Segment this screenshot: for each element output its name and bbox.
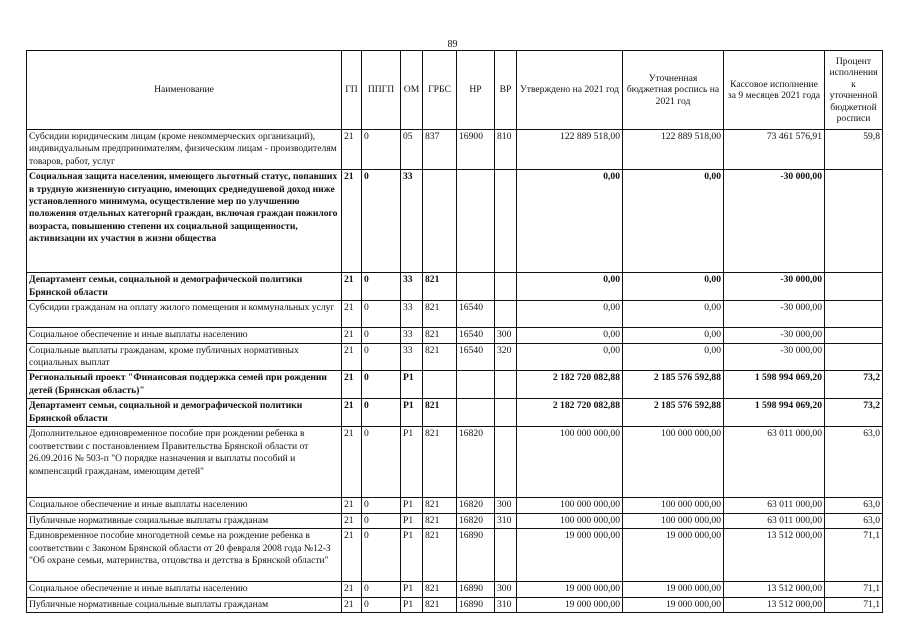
cell-cash: -30 000,00 bbox=[724, 170, 825, 273]
cell-refined: 19 000 000,00 bbox=[623, 597, 724, 612]
cell-om: Р1 bbox=[401, 582, 423, 597]
cell-cash: 13 512 000,00 bbox=[724, 582, 825, 597]
header-refined: Уточненная бюджетная роспись на 2021 год bbox=[623, 51, 724, 130]
cell-om: 33 bbox=[401, 343, 423, 371]
cell-vr: 300 bbox=[495, 582, 517, 597]
cell-vr bbox=[495, 301, 517, 328]
cell-cash: 1 598 994 069,20 bbox=[724, 399, 825, 427]
cell-ppgp: 0 bbox=[362, 399, 401, 427]
cell-gp: 21 bbox=[342, 371, 362, 399]
cell-name: Департамент семьи, социальной и демографической политики Брянской области bbox=[27, 273, 342, 301]
table-row bbox=[27, 343, 883, 371]
header-cash: Кассовое исполнение за 9 месяцев 2021 года bbox=[724, 51, 825, 130]
cell-approved: 19 000 000,00 bbox=[517, 529, 623, 582]
cell-cash: -30 000,00 bbox=[724, 328, 825, 343]
cell-name: Публичные нормативные социальные выплаты гражданам bbox=[27, 513, 342, 528]
cell-om: 33 bbox=[401, 301, 423, 328]
cell-grbs: 821 bbox=[423, 529, 457, 582]
table-row bbox=[27, 328, 883, 343]
cell-name: Социальное обеспечение и иные выплаты населению bbox=[27, 328, 342, 343]
cell-percent: 73,2 bbox=[825, 399, 883, 427]
cell-np: 16540 bbox=[457, 343, 495, 371]
cell-approved: 0,00 bbox=[517, 170, 623, 273]
table-row bbox=[27, 597, 883, 612]
cell-percent: 71,1 bbox=[825, 582, 883, 597]
cell-ppgp: 0 bbox=[362, 301, 401, 328]
cell-np bbox=[457, 371, 495, 399]
cell-np: 16890 bbox=[457, 529, 495, 582]
cell-grbs: 821 bbox=[423, 273, 457, 301]
cell-name: Субсидии юридическим лицам (кроме некоммерческих организаций), индивидуальным предпринимателям, физическим лицам - производителям товаров, работ, услуг bbox=[27, 130, 342, 170]
cell-om: Р1 bbox=[401, 399, 423, 427]
cell-name: Социальная защита населения, имеющего льготный статус, попавших в трудную жизненную ситуацию, имеющих среднедушевой доход ниже установленного минимума, осуществление мер по улучшению положения отдельных категорий граждан, включая граждан пожилого возраста, повышению степени их социальной защищенности, активизации их участия в жизни общества bbox=[27, 170, 342, 273]
cell-gp: 21 bbox=[342, 343, 362, 371]
cell-np: 16820 bbox=[457, 427, 495, 498]
cell-ppgp: 0 bbox=[362, 170, 401, 273]
cell-om: 05 bbox=[401, 130, 423, 170]
cell-cash: 73 461 576,91 bbox=[724, 130, 825, 170]
cell-grbs: 821 bbox=[423, 301, 457, 328]
cell-cash: 13 512 000,00 bbox=[724, 597, 825, 612]
cell-name: Департамент семьи, социальной и демографической политики Брянской области bbox=[27, 399, 342, 427]
cell-approved: 2 182 720 082,88 bbox=[517, 371, 623, 399]
cell-grbs bbox=[423, 170, 457, 273]
cell-vr bbox=[495, 427, 517, 498]
cell-ppgp: 0 bbox=[362, 498, 401, 513]
cell-grbs: 821 bbox=[423, 399, 457, 427]
cell-np: 16900 bbox=[457, 130, 495, 170]
table-row bbox=[27, 529, 883, 582]
cell-np bbox=[457, 399, 495, 427]
cell-gp: 21 bbox=[342, 498, 362, 513]
cell-ppgp: 0 bbox=[362, 371, 401, 399]
cell-refined: 100 000 000,00 bbox=[623, 498, 724, 513]
table-row bbox=[27, 399, 883, 427]
cell-refined: 19 000 000,00 bbox=[623, 529, 724, 582]
cell-approved: 2 182 720 082,88 bbox=[517, 399, 623, 427]
cell-om: Р1 bbox=[401, 498, 423, 513]
table-row bbox=[27, 170, 883, 273]
cell-name: Социальные выплаты гражданам, кроме публичных нормативных социальных выплат bbox=[27, 343, 342, 371]
cell-ppgp: 0 bbox=[362, 513, 401, 528]
cell-grbs: 837 bbox=[423, 130, 457, 170]
cell-np: 16820 bbox=[457, 498, 495, 513]
cell-grbs: 821 bbox=[423, 328, 457, 343]
cell-om: Р1 bbox=[401, 529, 423, 582]
cell-cash: 1 598 994 069,20 bbox=[724, 371, 825, 399]
table-row bbox=[27, 513, 883, 528]
cell-ppgp: 0 bbox=[362, 343, 401, 371]
table-row bbox=[27, 582, 883, 597]
cell-percent: 63,0 bbox=[825, 498, 883, 513]
cell-percent bbox=[825, 343, 883, 371]
cell-approved: 122 889 518,00 bbox=[517, 130, 623, 170]
header-vr: ВР bbox=[495, 51, 517, 130]
cell-percent: 63,0 bbox=[825, 513, 883, 528]
cell-np bbox=[457, 273, 495, 301]
cell-gp: 21 bbox=[342, 273, 362, 301]
header-approved: Утверждено на 2021 год bbox=[517, 51, 623, 130]
cell-percent bbox=[825, 328, 883, 343]
cell-cash: -30 000,00 bbox=[724, 273, 825, 301]
cell-om: Р1 bbox=[401, 427, 423, 498]
cell-percent: 59,8 bbox=[825, 130, 883, 170]
table-row bbox=[27, 130, 883, 170]
cell-grbs: 821 bbox=[423, 582, 457, 597]
cell-percent bbox=[825, 301, 883, 328]
cell-cash: -30 000,00 bbox=[724, 343, 825, 371]
header-om: ОМ bbox=[401, 51, 423, 130]
cell-np bbox=[457, 170, 495, 273]
cell-vr: 310 bbox=[495, 597, 517, 612]
cell-cash: 63 011 000,00 bbox=[724, 498, 825, 513]
cell-np: 16890 bbox=[457, 582, 495, 597]
cell-ppgp: 0 bbox=[362, 130, 401, 170]
table-row bbox=[27, 273, 883, 301]
cell-gp: 21 bbox=[342, 529, 362, 582]
cell-approved: 0,00 bbox=[517, 301, 623, 328]
cell-om: Р1 bbox=[401, 513, 423, 528]
cell-refined: 100 000 000,00 bbox=[623, 513, 724, 528]
cell-approved: 0,00 bbox=[517, 328, 623, 343]
cell-grbs: 821 bbox=[423, 498, 457, 513]
cell-vr: 320 bbox=[495, 343, 517, 371]
cell-vr: 300 bbox=[495, 328, 517, 343]
cell-approved: 100 000 000,00 bbox=[517, 498, 623, 513]
cell-gp: 21 bbox=[342, 301, 362, 328]
cell-name: Субсидии гражданам на оплату жилого помещения и коммунальных услуг bbox=[27, 301, 342, 328]
cell-refined: 2 185 576 592,88 bbox=[623, 399, 724, 427]
cell-ppgp: 0 bbox=[362, 582, 401, 597]
cell-name: Региональный проект "Финансовая поддержка семей при рождении детей (Брянская область)" bbox=[27, 371, 342, 399]
cell-vr: 810 bbox=[495, 130, 517, 170]
cell-om: 33 bbox=[401, 273, 423, 301]
cell-gp: 21 bbox=[342, 399, 362, 427]
cell-approved: 0,00 bbox=[517, 343, 623, 371]
cell-refined: 19 000 000,00 bbox=[623, 582, 724, 597]
cell-approved: 19 000 000,00 bbox=[517, 582, 623, 597]
cell-percent: 71,1 bbox=[825, 529, 883, 582]
cell-refined: 0,00 bbox=[623, 301, 724, 328]
cell-vr bbox=[495, 371, 517, 399]
cell-ppgp: 0 bbox=[362, 328, 401, 343]
cell-name: Публичные нормативные социальные выплаты гражданам bbox=[27, 597, 342, 612]
cell-np: 16890 bbox=[457, 597, 495, 612]
cell-om: Р1 bbox=[401, 371, 423, 399]
cell-gp: 21 bbox=[342, 582, 362, 597]
cell-name: Дополнительное единовременное пособие при рождении ребенка в соответствии с постановлением Правительства Брянской области от 26.09.2016 № 503-п "О порядке назначения и выплаты пособий и компенсаций гражданам, имеющим детей" bbox=[27, 427, 342, 498]
cell-cash: 13 512 000,00 bbox=[724, 529, 825, 582]
cell-ppgp: 0 bbox=[362, 529, 401, 582]
cell-percent: 63,0 bbox=[825, 427, 883, 498]
cell-approved: 0,00 bbox=[517, 273, 623, 301]
cell-ppgp: 0 bbox=[362, 273, 401, 301]
cell-cash: 63 011 000,00 bbox=[724, 513, 825, 528]
cell-refined: 0,00 bbox=[623, 273, 724, 301]
cell-vr bbox=[495, 273, 517, 301]
cell-cash: 63 011 000,00 bbox=[724, 427, 825, 498]
cell-percent: 73,2 bbox=[825, 371, 883, 399]
cell-np: 16820 bbox=[457, 513, 495, 528]
cell-np: 16540 bbox=[457, 301, 495, 328]
cell-np: 16540 bbox=[457, 328, 495, 343]
header-percent: Процент исполнения к уточненной бюджетной росписи bbox=[825, 51, 883, 130]
cell-refined: 0,00 bbox=[623, 170, 724, 273]
cell-om: 33 bbox=[401, 170, 423, 273]
cell-gp: 21 bbox=[342, 328, 362, 343]
cell-name: Социальное обеспечение и иные выплаты населению bbox=[27, 498, 342, 513]
header-name: Наименование bbox=[27, 51, 342, 130]
cell-name: Социальное обеспечение и иные выплаты населению bbox=[27, 582, 342, 597]
cell-gp: 21 bbox=[342, 427, 362, 498]
cell-om: 33 bbox=[401, 328, 423, 343]
cell-vr: 300 bbox=[495, 498, 517, 513]
table-row bbox=[27, 301, 883, 328]
header-gp: ГП bbox=[342, 51, 362, 130]
budget-table bbox=[26, 50, 883, 613]
cell-approved: 19 000 000,00 bbox=[517, 597, 623, 612]
cell-grbs: 821 bbox=[423, 597, 457, 612]
cell-vr bbox=[495, 529, 517, 582]
cell-ppgp: 0 bbox=[362, 427, 401, 498]
cell-gp: 21 bbox=[342, 597, 362, 612]
cell-cash: -30 000,00 bbox=[724, 301, 825, 328]
cell-vr bbox=[495, 399, 517, 427]
cell-refined: 0,00 bbox=[623, 328, 724, 343]
cell-grbs: 821 bbox=[423, 343, 457, 371]
cell-ppgp: 0 bbox=[362, 597, 401, 612]
header-np: НР bbox=[457, 51, 495, 130]
page-number: 89 bbox=[447, 39, 458, 50]
cell-refined: 0,00 bbox=[623, 343, 724, 371]
header-ppgp: ППГП bbox=[362, 51, 401, 130]
cell-name: Единовременное пособие многодетной семье на рождение ребенка в соответствии с Законом Брянской области от 20 февраля 2008 года №12-З "Об охране семьи, материнства, отцовства и детства в Брянской области" bbox=[27, 529, 342, 582]
cell-gp: 21 bbox=[342, 170, 362, 273]
cell-om: Р1 bbox=[401, 597, 423, 612]
cell-vr bbox=[495, 170, 517, 273]
cell-refined: 2 185 576 592,88 bbox=[623, 371, 724, 399]
table-header-row bbox=[27, 51, 883, 130]
cell-grbs bbox=[423, 371, 457, 399]
cell-refined: 100 000 000,00 bbox=[623, 427, 724, 498]
cell-approved: 100 000 000,00 bbox=[517, 513, 623, 528]
table-row bbox=[27, 427, 883, 498]
table-row bbox=[27, 371, 883, 399]
cell-grbs: 821 bbox=[423, 427, 457, 498]
table-body bbox=[27, 130, 883, 613]
cell-gp: 21 bbox=[342, 513, 362, 528]
table-row bbox=[27, 498, 883, 513]
cell-gp: 21 bbox=[342, 130, 362, 170]
cell-percent bbox=[825, 273, 883, 301]
cell-percent bbox=[825, 170, 883, 273]
cell-grbs: 821 bbox=[423, 513, 457, 528]
cell-vr: 310 bbox=[495, 513, 517, 528]
cell-approved: 100 000 000,00 bbox=[517, 427, 623, 498]
cell-refined: 122 889 518,00 bbox=[623, 130, 724, 170]
header-grbs: ГРБС bbox=[423, 51, 457, 130]
cell-percent: 71,1 bbox=[825, 597, 883, 612]
